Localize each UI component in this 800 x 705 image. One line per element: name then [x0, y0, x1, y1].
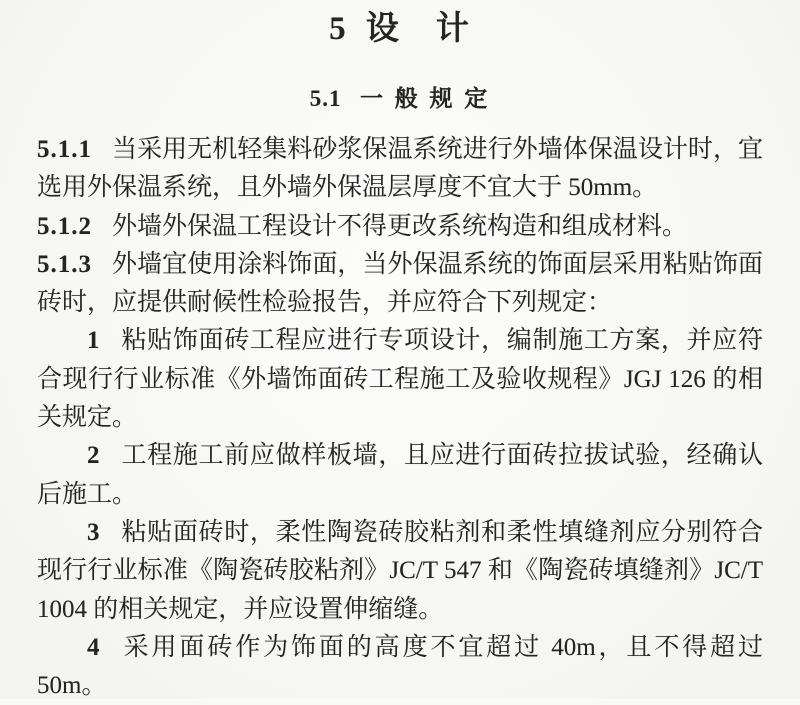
chapter-title-text: 设 计: [365, 11, 471, 47]
section-title-text: 一 般 规 定: [359, 86, 491, 111]
clause-5-1-2-number: 5.1.2: [37, 212, 92, 240]
clause-5-1-2-text: 外墙外保温工程设计不得更改系统构造和组成材料。: [112, 212, 688, 240]
section-title: [37, 49, 763, 113]
clause-5-1-3: [37, 246, 763, 323]
clause-5-1-3-text: 外墙宜使用涂料饰面，当外保温系统的饰面层采用粘贴饰面砖时，应提供耐候性检验报告，并应符合下列规定：: [37, 250, 763, 317]
clause-5-1-1: [37, 131, 763, 208]
item-2-number: 2: [87, 442, 100, 470]
clause-5-1-1-text: 当采用无机轻集料砂浆保温系统进行外墙体保温设计时，宜选用外保温系统，且外墙外保温层厚度不宜大于 50mm。: [37, 136, 763, 202]
clause-5-1-3-item-1: [37, 322, 763, 437]
item-3-number: 3: [87, 518, 100, 546]
clauses-container: [37, 113, 763, 705]
clause-5-1-1-number: 5.1.1: [37, 136, 92, 163]
clause-5-1-3-number: 5.1.3: [37, 250, 92, 278]
item-3-text: 粘贴面砖时，柔性陶瓷砖胶粘剂和柔性填缝剂应分别符合现行行业标准《陶瓷砖胶粘剂》JC/T 547 和《陶瓷砖填缝剂》JC/T 1004 的相关规定，并应设置伸缩缝。: [37, 518, 763, 623]
item-1-number: 1: [87, 327, 100, 355]
item-4-text: 采用面砖作为饰面的高度不宜超过 40m，且不得超过 50m。: [37, 633, 763, 700]
clause-5-1-3-item-2: [37, 437, 763, 514]
clause-5-1-3-item-3: [37, 514, 763, 629]
item-4-number: 4: [87, 633, 100, 661]
item-1-text: 粘贴饰面砖工程应进行专项设计，编制施工方案，并应符合现行行业标准《外墙饰面砖工程施工及验收规程》JGJ 126 的相关规定。: [37, 327, 763, 432]
section-number: 5.1: [309, 86, 342, 111]
clause-5-1-3-item-4: [37, 629, 763, 705]
clause-5-1-2: [37, 208, 763, 246]
chapter-title: [37, 0, 763, 49]
item-2-text: 工程施工前应做样板墙，且应进行面砖拉拔试验，经确认后施工。: [37, 442, 763, 508]
chapter-number: 5: [329, 11, 348, 47]
